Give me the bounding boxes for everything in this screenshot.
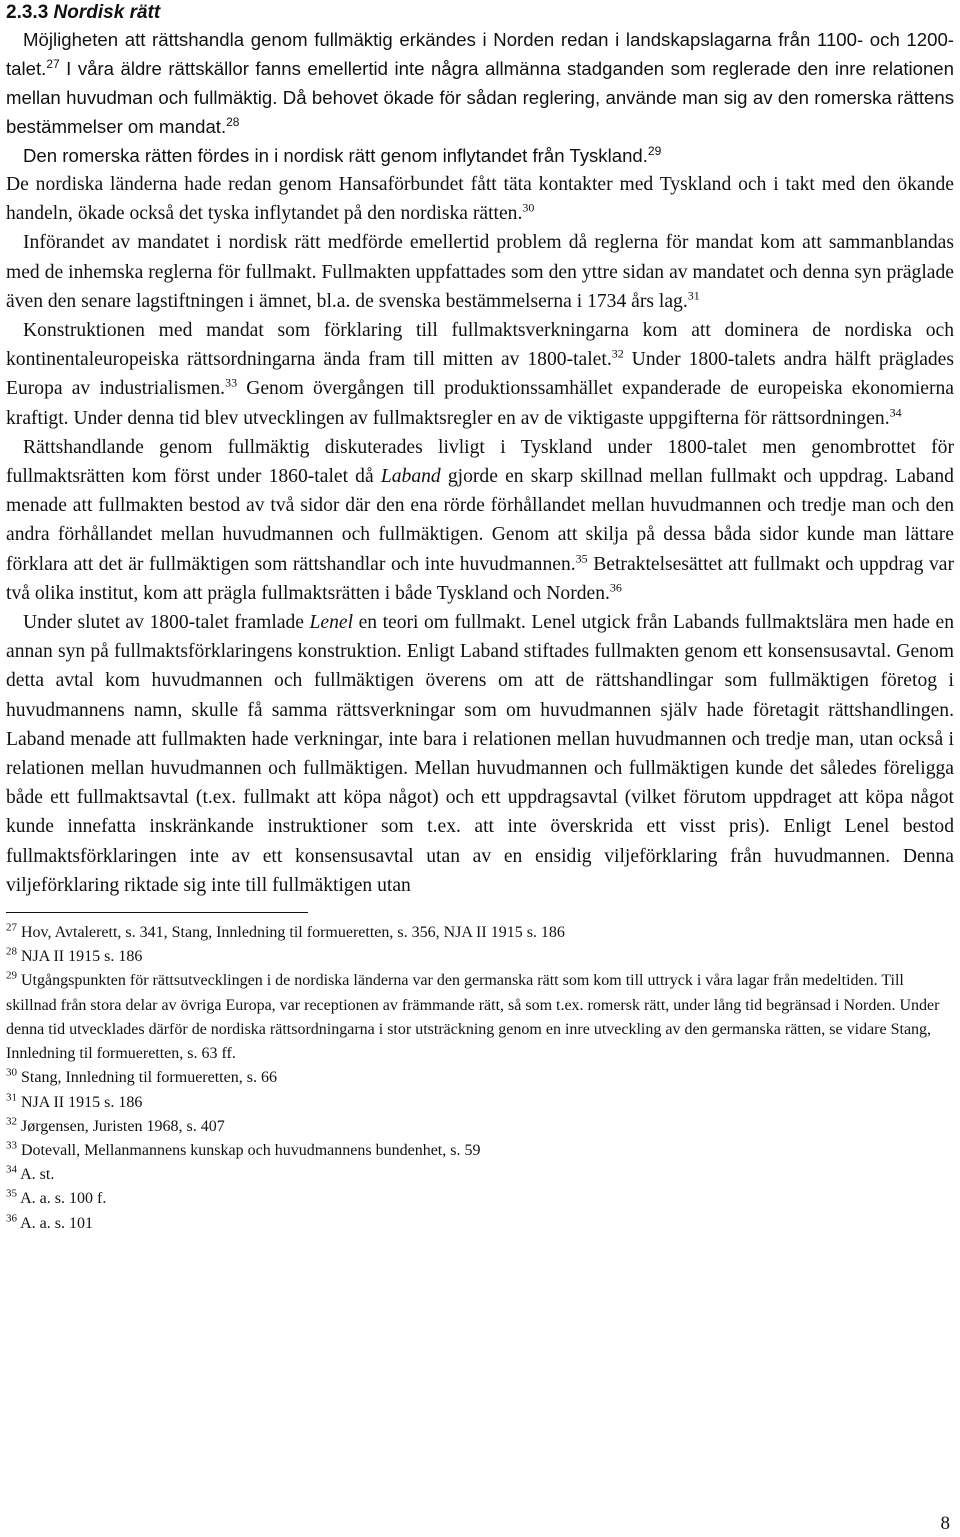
footnote-text: A. a. s. 101 <box>17 1214 93 1232</box>
section-heading <box>6 0 954 25</box>
text-run: en teori om fullmakt. Lenel utgick från Labands fullmaktslära men hade en annan syn på fullmaktsförklaringens konstruktion. Enligt Laband stiftades fullmakten genom ett konsensusavtal. Genom detta avtal kom huvudmannen och fullmäktigen överens om att de rättshandlingar som fullmäktigen företog i huvudmannens namn, skulle få samma rättsverkningar som om huvudmannen själv hade företagit rättshandlingen. Laband menade att fullmakten hade verkningar, inte bara i relationen mellan huvudmannen och tredje man, utan också i relationen mellan huvudmannen och fullmäktigen. Mellan huvudmannen och fullmäktigen kunde det således föreligga både ett fullmaktsavtal (t.ex. fullmakt att köpa något) och ett uppdragsavtal (vilket förutom uppdraget att köpa något kunde innefatta inskränkande instruktioner som t.ex. att inte överskrida ett visst pris). Enligt Lenel bestod fullmaktsförklaringen inte av ett konsensusavtal utan av en ensidig viljeförklaring från huvudmannen. Denna viljeförklaring riktade sig inte till fullmäktigen utan <box>6 612 954 896</box>
footnote-ref: 30 <box>522 200 535 215</box>
paragraph <box>6 433 954 608</box>
text-run: Genom övergången till produktionssamhället expanderade de europeiska ekonomierna kraftigt. Under denna tid blev utvecklingen av fullmaktsregler en av de viktigaste uppgifterna för rättsordningen. <box>6 378 954 429</box>
text-run: I våra äldre rättskällor fanns emellertid inte några allmänna stadganden som reglerade den inre relationen mellan huvudman och fullmäktig. Då behovet ökade för sådan reglering, använde man sig av den romerska rättens bestämmelser om mandat. <box>6 58 954 137</box>
footnote-ref: 31 <box>687 288 700 303</box>
paragraph <box>6 228 954 316</box>
text-run: Rättshandlande genom fullmäktig diskuterades livligt i Tyskland under 1800-talet men genombrottet för fullmaktsrätten kom först under 1860-talet då <box>6 436 954 488</box>
footnote-ref: 29 <box>647 143 662 158</box>
footnote-divider <box>6 912 308 913</box>
text-run: Under slutet av 1800-talet framlade <box>23 612 310 634</box>
footnote-text: NJA II 1915 s. 186 <box>17 948 143 966</box>
paragraph <box>6 141 954 170</box>
body-text-serif <box>6 170 954 900</box>
footnote <box>6 1115 954 1139</box>
paragraph <box>6 170 954 228</box>
document-page <box>6 0 954 1236</box>
footnote <box>6 1212 954 1236</box>
text-run: gjorde en skarp skillnad mellan fullmakt och uppdrag. Laband menade att fullmakten bestod av två sidor där den ena rörde förhållandet mellan huvudmannen och tredje man och den andra förhållandet mellan huvudmannen och fullmäktigen. Genom att skilja på dessa båda sidor kunde man lättare förklara att det är fullmäktigen som rättshandlar och inte huvudmannen. <box>6 466 954 575</box>
footnote-ref: 35 <box>575 551 588 566</box>
footnote-number: 33 <box>6 1139 17 1152</box>
footnote <box>6 969 954 1066</box>
footnote-text: NJA II 1915 s. 186 <box>17 1093 143 1111</box>
footnote-ref: 33 <box>225 375 238 390</box>
footnote-number: 32 <box>6 1115 17 1128</box>
footnote <box>6 1139 954 1163</box>
footnote-number: 36 <box>6 1212 17 1225</box>
footnote-number: 28 <box>6 945 17 958</box>
text-run: Införandet av mandatet i nordisk rätt medförde emellertid problem då reglerna för mandat kom att sammanblandas med de inhemska reglerna för fullmakt. Fullmakten uppfattades som den yttre sidan av mandatet och denna syn präglade även den senare lagstiftningen i ämnet, bl.a. de svenska bestämmelserna i 1734 års lag. <box>6 232 954 312</box>
text-run: Den romerska rätten fördes in i nordisk rätt genom inflytandet från Tyskland. <box>23 145 648 166</box>
footnote-ref: 34 <box>889 405 902 420</box>
body-text-sans <box>6 25 954 170</box>
footnote-number: 27 <box>6 921 17 934</box>
footnote-ref: 28 <box>226 114 240 129</box>
footnote-text: Stang, Innledning til formueretten, s. 66 <box>17 1069 277 1087</box>
footnote-ref: 32 <box>611 346 624 361</box>
footnote-number: 29 <box>6 970 17 983</box>
page-number: 8 <box>940 1513 950 1534</box>
footnote-number: 31 <box>6 1091 17 1104</box>
italic-name: Lenel <box>309 612 354 634</box>
text-run: Konstruktionen med mandat som förklaring till fullmaktsverkningarna kom att dominera de nordiska och kontinentaleuropeiska rättsordningarna ända fram till mitten av 1800-talet. <box>6 320 954 371</box>
footnote <box>6 945 954 969</box>
paragraph <box>6 608 954 900</box>
footnote-ref: 27 <box>46 56 60 71</box>
footnote-ref: 36 <box>609 580 622 595</box>
footnote-text: A. st. <box>17 1166 55 1184</box>
footnote-text: A. a. s. 100 f. <box>17 1190 107 1208</box>
footnote-number: 34 <box>6 1163 17 1176</box>
text-run: Möjligheten att rättshandla genom fullmäktig erkändes i Norden redan i landskapslagarna från 1100- och 1200-talet. <box>6 29 954 79</box>
footnote <box>6 1091 954 1115</box>
text-run: De nordiska länderna hade redan genom Hansaförbundet fått täta kontakter med Tyskland och i takt med den ökande handeln, ökade också det tyska inflytandet på den nordiska rätten. <box>6 174 954 225</box>
footnote-text: Hov, Avtalerett, s. 341, Stang, Innledning til formueretten, s. 356, NJA II 1915 s. 186 <box>17 924 565 942</box>
footnote <box>6 1163 954 1187</box>
footnote <box>6 1187 954 1211</box>
footnote-text: Utgångspunkten för rättsutvecklingen i de nordiska länderna var den germanska rätt som kom till uttryck i våra lagar från medeltiden. Till skillnad från stora delar av övriga Europa, var receptionen av främmande rätt, så som t.ex. romersk rätt, under lång tid begränsad i Norden. Under denna tid utvecklades därför de nordiska rättsordningarna i stor utsträckning genom en inre utveckling av den germanska rätten, se vidare Stang, Innledning til formueretten, s. 63 ff. <box>6 972 940 1063</box>
section-title: Nordisk rätt <box>53 2 161 23</box>
section-number: 2.3.3 <box>6 2 49 23</box>
paragraph <box>6 25 954 141</box>
footnote-text: Jørgensen, Juristen 1968, s. 407 <box>17 1117 225 1135</box>
paragraph <box>6 316 954 433</box>
footnotes <box>6 921 954 1236</box>
italic-name: Laband <box>380 466 441 488</box>
text-run: Under 1800-talets andra hälft präglades Europa av industrialismen. <box>6 349 955 400</box>
footnote <box>6 921 954 945</box>
footnote <box>6 1066 954 1090</box>
footnote-number: 35 <box>6 1187 17 1200</box>
text-run: Betraktelsesättet att fullmakt och uppdrag var två olika institut, kom att prägla fullmaktsrätten i både Tyskland och Norden. <box>6 553 954 604</box>
footnote-text: Dotevall, Mellanmannens kunskap och huvudmannens bundenhet, s. 59 <box>17 1141 481 1159</box>
footnote-number: 30 <box>6 1066 17 1079</box>
